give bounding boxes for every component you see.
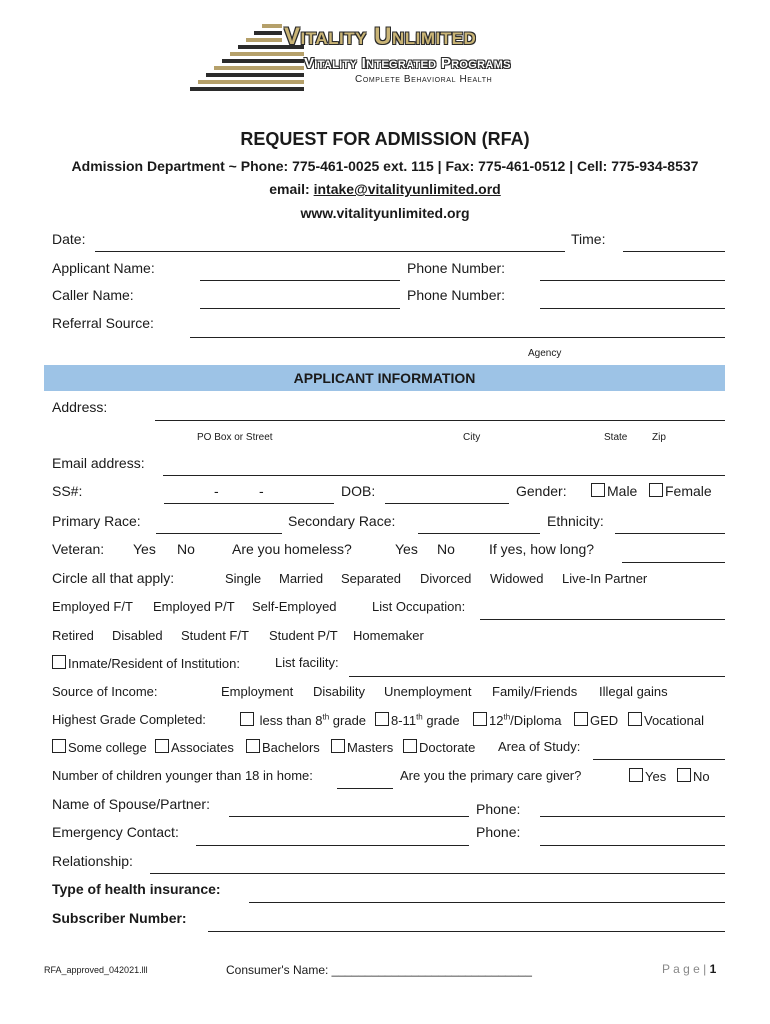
employment-option-full-time[interactable]: Employed F/T	[52, 599, 133, 614]
spouse-phone-field[interactable]	[540, 816, 725, 817]
applicant-name-field[interactable]	[200, 280, 400, 281]
grade-option-12th-diploma[interactable]	[473, 712, 561, 728]
caregiver-no-label: No	[693, 769, 710, 784]
employment-option-part-time[interactable]: Employed P/T	[153, 599, 235, 614]
occupation-label: List Occupation:	[372, 599, 466, 614]
some-college-label: Some college	[68, 740, 147, 755]
marital-option-live-in-partner[interactable]: Live-In Partner	[562, 571, 648, 586]
zip-caption: Zip	[652, 432, 666, 443]
email-link[interactable]: intake@vitalityunlimited.ord	[313, 181, 501, 197]
document-id: RFA_approved_042021.lll	[44, 965, 148, 975]
masters-checkbox[interactable]	[331, 739, 345, 753]
website-link[interactable]: www.vitalityunlimited.org	[300, 205, 470, 221]
doctorate-label: Doctorate	[419, 740, 476, 755]
marital-option-widowed[interactable]: Widowed	[490, 571, 544, 586]
inmate-checkbox[interactable]	[52, 655, 66, 669]
contact-line: Admission Department ~ Phone: 775-461-0025 ext. 115 | Fax: 775-461-0512 | Cell: 775-934-8537	[71, 158, 699, 174]
children-count-field[interactable]	[337, 788, 393, 789]
marital-option-divorced[interactable]: Divorced	[420, 571, 472, 586]
emergency-phone-label: Phone:	[476, 824, 521, 840]
occupation-field[interactable]	[480, 619, 725, 620]
time-label: Time:	[571, 231, 606, 247]
applicant-phone-field[interactable]	[540, 280, 725, 281]
health-insurance-label: Type of health insurance:	[52, 881, 221, 897]
how-long-field[interactable]	[622, 562, 725, 563]
veteran-label: Veteran:	[52, 541, 105, 557]
associates-label: Associates	[171, 740, 234, 755]
vocational-checkbox[interactable]	[628, 712, 642, 726]
gender-male-checkbox[interactable]	[591, 483, 605, 497]
status-option-retired[interactable]: Retired	[52, 628, 94, 643]
logo-programs: Vitality Integrated Programs	[304, 55, 511, 72]
marital-status-label: Circle all that apply:	[52, 570, 175, 586]
marital-option-married[interactable]: Married	[279, 571, 324, 586]
gender-female-option[interactable]	[649, 483, 712, 499]
secondary-race-field[interactable]	[418, 533, 540, 534]
marital-option-single[interactable]: Single	[225, 571, 262, 586]
bachelors-label: Bachelors	[262, 740, 320, 755]
grade-8-11th-label: 8-11th grade	[391, 712, 460, 728]
highest-grade-label: Highest Grade Completed:	[52, 712, 206, 727]
emergency-phone-field[interactable]	[540, 845, 725, 846]
caregiver-no-checkbox[interactable]	[677, 768, 691, 782]
caller-name-field[interactable]	[200, 308, 400, 309]
grade-8-11th-checkbox[interactable]	[375, 712, 389, 726]
facility-label: List facility:	[275, 655, 339, 670]
masters-label: Masters	[347, 740, 394, 755]
ethnicity-label: Ethnicity:	[547, 513, 604, 529]
homeless-no-option[interactable]: No	[437, 541, 455, 557]
ss-dash: -	[259, 483, 264, 499]
address-label: Address:	[52, 399, 108, 415]
city-caption: City	[463, 432, 481, 443]
ged-label: GED	[590, 713, 619, 728]
spouse-partner-label: Name of Spouse/Partner:	[52, 796, 210, 812]
grade-option-8-11th[interactable]	[375, 712, 460, 728]
agency-caption: Agency	[528, 348, 562, 359]
subscriber-number-label: Subscriber Number:	[52, 910, 187, 926]
income-option-employment[interactable]: Employment	[221, 684, 294, 699]
grade-option-vocational[interactable]	[628, 712, 704, 728]
applicant-information-header	[44, 365, 725, 391]
primary-race-label: Primary Race:	[52, 513, 141, 529]
spouse-partner-field[interactable]	[229, 816, 469, 817]
homeless-label: Are you homeless?	[232, 541, 352, 557]
income-option-family-friends[interactable]: Family/Friends	[492, 684, 578, 699]
facility-field[interactable]	[349, 676, 725, 677]
income-option-illegal-gains[interactable]: Illegal gains	[599, 684, 668, 699]
email-address-field[interactable]	[163, 475, 725, 476]
area-of-study-label: Area of Study:	[498, 739, 581, 754]
gender-female-label: Female	[665, 483, 712, 499]
date-label: Date:	[52, 231, 86, 247]
relationship-field[interactable]	[150, 873, 725, 874]
employment-option-self-employed[interactable]: Self-Employed	[252, 599, 337, 614]
status-option-student-part-time[interactable]: Student P/T	[269, 628, 338, 643]
income-label: Source of Income:	[52, 684, 158, 699]
caller-phone-label: Phone Number:	[407, 287, 506, 303]
time-field[interactable]	[623, 251, 725, 252]
subscriber-number-field[interactable]	[208, 931, 725, 932]
date-field[interactable]	[95, 251, 565, 252]
ss-field[interactable]	[164, 503, 334, 504]
degree-option-doctorate[interactable]	[403, 739, 475, 755]
street-caption: PO Box or Street	[197, 432, 273, 443]
children-count-label: Number of children younger than 18 in home:	[52, 768, 313, 783]
health-insurance-field[interactable]	[249, 902, 725, 903]
referral-source-field[interactable]	[190, 337, 725, 338]
vocational-label: Vocational	[644, 713, 704, 728]
degree-option-masters[interactable]	[331, 739, 393, 755]
degree-option-associates[interactable]	[155, 739, 234, 755]
consumer-name-line: Consumer's Name: ______________________________	[226, 963, 532, 977]
gender-male-option[interactable]	[591, 483, 637, 499]
grade-option-less-than-8th[interactable]	[240, 712, 366, 728]
applicant-name-label: Applicant Name:	[52, 260, 155, 276]
income-option-disability[interactable]: Disability	[313, 684, 366, 699]
state-caption: State	[604, 432, 628, 443]
ged-checkbox[interactable]	[574, 712, 588, 726]
inmate-label: Inmate/Resident of Institution:	[68, 656, 240, 671]
some-college-checkbox[interactable]	[52, 739, 66, 753]
grade-12th-checkbox[interactable]	[473, 712, 487, 726]
page-title: REQUEST FOR ADMISSION (RFA)	[240, 129, 530, 149]
veteran-yes-option[interactable]: Yes	[133, 541, 156, 557]
section-title: APPLICANT INFORMATION	[293, 370, 476, 386]
page-number-value: 1	[709, 962, 717, 976]
gender-label: Gender:	[516, 483, 567, 499]
status-option-disabled[interactable]: Disabled	[112, 628, 163, 643]
caller-phone-field[interactable]	[540, 308, 725, 309]
dob-label: DOB:	[341, 483, 376, 499]
logo-brand-name: Vitality Unlimited	[284, 23, 477, 50]
how-long-label: If yes, how long?	[489, 541, 595, 557]
grade-less-than-8th-label: less than 8th grade	[259, 712, 367, 728]
area-of-study-field[interactable]	[593, 759, 725, 760]
referral-source-label: Referral Source:	[52, 315, 154, 331]
grade-12th-label: 12th/Diploma	[489, 712, 562, 728]
email-address-label: Email address:	[52, 455, 145, 471]
associates-checkbox[interactable]	[155, 739, 169, 753]
status-option-student-full-time[interactable]: Student F/T	[181, 628, 249, 643]
marital-option-separated[interactable]: Separated	[341, 571, 401, 586]
caregiver-yes-checkbox[interactable]	[629, 768, 643, 782]
emergency-contact-field[interactable]	[196, 845, 469, 846]
doctorate-checkbox[interactable]	[403, 739, 417, 753]
email-label: email:	[269, 181, 314, 197]
ethnicity-field[interactable]	[615, 533, 725, 534]
secondary-race-label: Secondary Race:	[288, 513, 396, 529]
bachelors-checkbox[interactable]	[246, 739, 260, 753]
gender-female-checkbox[interactable]	[649, 483, 663, 497]
degree-option-some-college[interactable]	[52, 739, 147, 755]
caregiver-yes-option[interactable]	[629, 768, 666, 784]
dob-field[interactable]	[385, 503, 509, 504]
emergency-contact-label: Emergency Contact:	[52, 824, 179, 840]
degree-option-bachelors[interactable]	[246, 739, 320, 755]
logo-tagline: Complete Behavioral Health	[355, 74, 493, 85]
grade-less-than-8th-checkbox[interactable]	[240, 712, 254, 726]
status-option-homemaker[interactable]: Homemaker	[353, 628, 424, 643]
veteran-no-option[interactable]: No	[177, 541, 195, 557]
grade-option-ged[interactable]	[574, 712, 618, 728]
income-option-unemployment[interactable]: Unemployment	[384, 684, 472, 699]
gender-male-label: Male	[607, 483, 638, 499]
relationship-label: Relationship:	[52, 853, 133, 869]
spouse-phone-label: Phone:	[476, 801, 521, 817]
ss-dash: -	[214, 483, 219, 499]
address-field[interactable]	[155, 420, 725, 421]
homeless-yes-option[interactable]: Yes	[395, 541, 418, 557]
email-line	[0, 181, 770, 197]
caregiver-yes-label: Yes	[645, 769, 667, 784]
page-number	[662, 962, 716, 976]
page-label: P a g e |	[662, 962, 707, 976]
inmate-option[interactable]	[52, 655, 240, 671]
caregiver-no-option[interactable]	[677, 768, 710, 784]
primary-caregiver-label: Are you the primary care giver?	[400, 768, 582, 783]
phone-number-label: Phone Number:	[407, 260, 506, 276]
ss-label: SS#:	[52, 483, 83, 499]
primary-race-field[interactable]	[156, 533, 282, 534]
caller-name-label: Caller Name:	[52, 287, 134, 303]
